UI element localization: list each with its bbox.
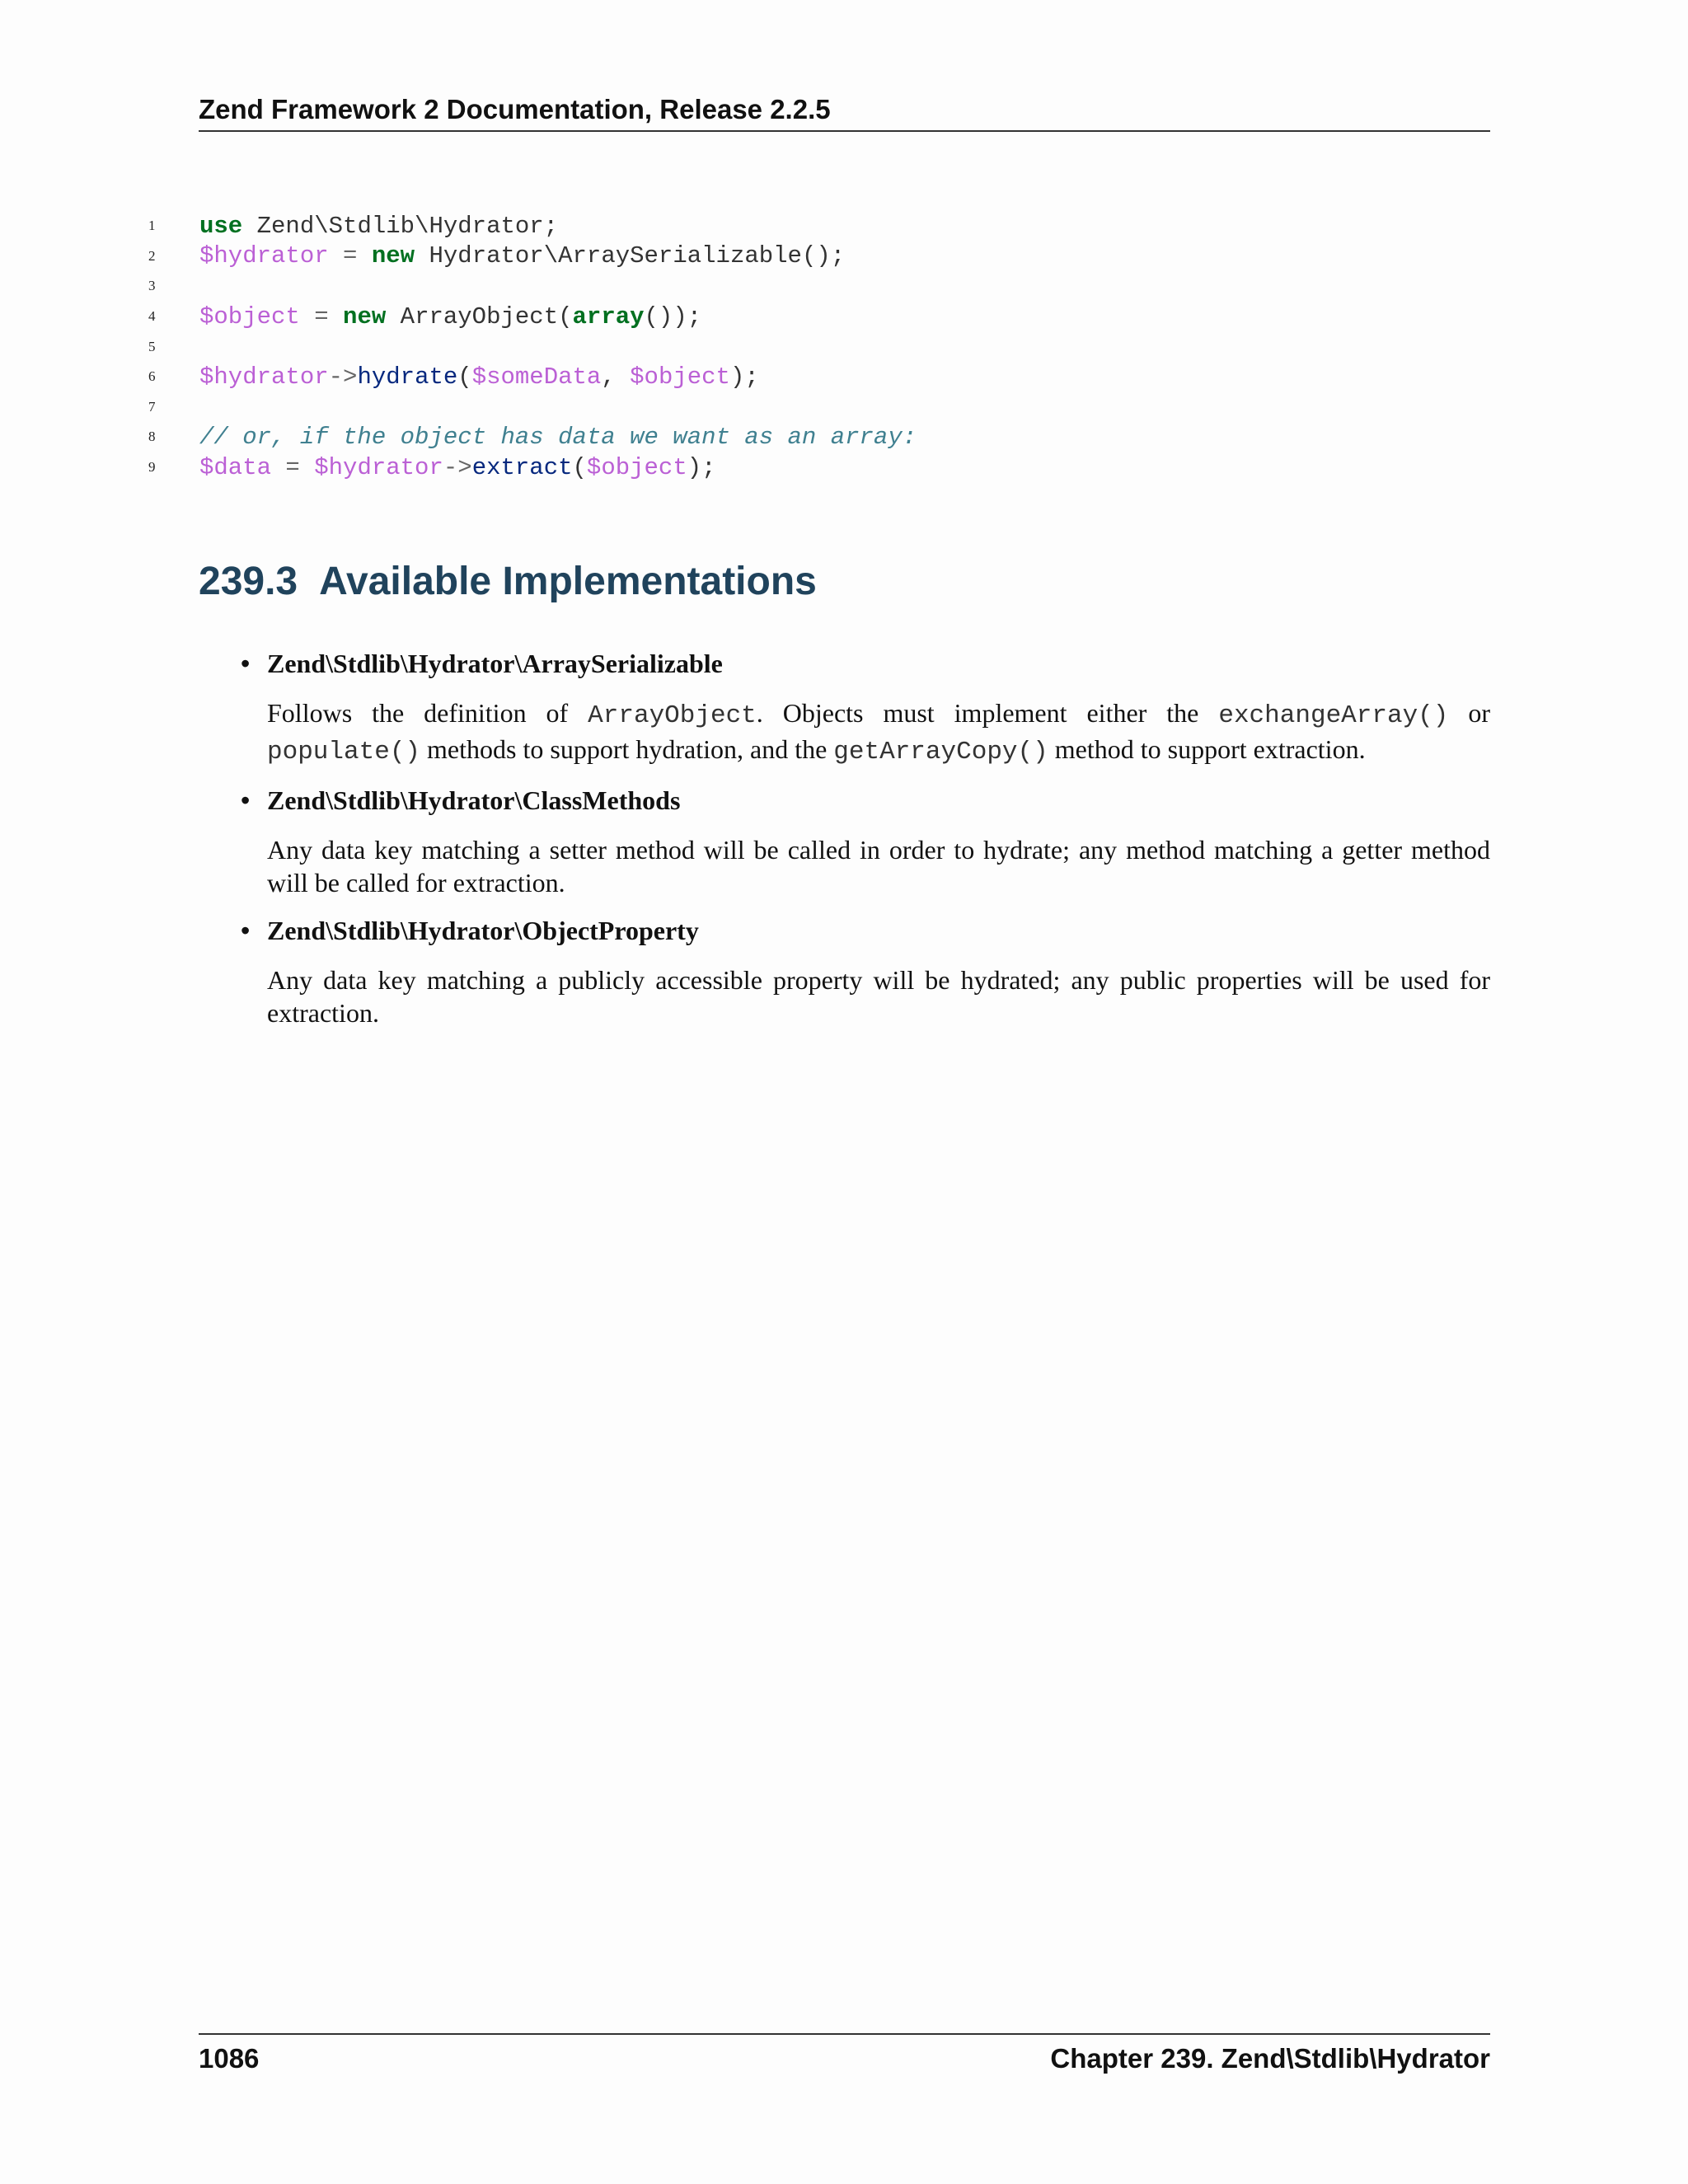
line-number: 9 (148, 459, 156, 476)
code-token: , (601, 363, 631, 391)
implementation-name: Zend\Stdlib\Hydrator\ArraySerializable (267, 649, 723, 678)
description-text: . Objects must implement either the (756, 698, 1219, 728)
keyword: use (199, 212, 243, 240)
variable: $object (586, 453, 687, 481)
bullet-icon: • (241, 916, 251, 945)
line-number: 8 (148, 429, 156, 445)
function-name: hydrate (357, 363, 458, 391)
code-line (148, 392, 1490, 423)
bullet-icon: • (241, 785, 251, 815)
implementation-name: Zend\Stdlib\Hydrator\ObjectProperty (267, 916, 699, 945)
code-line (148, 331, 1490, 362)
implementation-description: Any data key matching a setter method will be called in order to hydrate; any method matching a getter method will be called for extraction. (267, 835, 1490, 898)
line-number: 3 (148, 278, 156, 294)
code-token: ); (729, 363, 759, 391)
code-token: Zend\Stdlib\Hydrator; (242, 212, 559, 240)
running-footer (199, 2033, 1490, 2076)
code-line (148, 452, 1490, 483)
line-number: 6 (148, 368, 156, 385)
operator: -> (328, 363, 358, 391)
inline-code: exchangeArray() (1218, 701, 1449, 730)
variable: $hydrator (199, 242, 329, 270)
description-text: methods to support hydration, and the (420, 734, 834, 764)
page-number: 1086 (199, 2043, 260, 2074)
inline-code: ArrayObject (588, 701, 757, 730)
implementation-description: Any data key matching a publicly accessible property will be hydrated; any public properties will be used for extraction. (267, 965, 1490, 1028)
function-name: extract (471, 453, 573, 481)
section-heading (199, 557, 817, 607)
keyword: new (371, 242, 415, 270)
header-title: Zend Framework 2 Documentation, Release 2.2.5 (199, 94, 831, 124)
implementation-description (267, 696, 1490, 769)
variable: $object (199, 302, 300, 330)
variable: $object (630, 363, 730, 391)
line-number: 2 (148, 247, 156, 264)
code-block (148, 211, 1490, 482)
description-text: method to support extraction. (1048, 734, 1366, 764)
operator: = (299, 302, 344, 330)
code-text (199, 363, 759, 391)
chapter-title: Chapter 239. Zend\Stdlib\Hydrator (1050, 2043, 1490, 2074)
code-comment: // or, if the object has data we want as an array: (199, 423, 917, 451)
code-text (199, 424, 917, 451)
code-token: ); (687, 453, 716, 481)
list-item (199, 914, 1490, 1029)
implementation-name: Zend\Stdlib\Hydrator\ClassMethods (267, 785, 681, 815)
operator: = (271, 453, 315, 481)
code-line (148, 271, 1490, 302)
description-text: or (1448, 698, 1491, 728)
keyword: array (572, 302, 645, 330)
code-line (148, 241, 1490, 272)
code-text (199, 242, 845, 269)
variable: $hydrator (199, 363, 329, 391)
line-number: 5 (148, 338, 156, 354)
code-token: ( (457, 363, 472, 391)
operator: -> (443, 453, 472, 481)
line-number: 4 (148, 308, 156, 325)
code-token: ()); (644, 302, 702, 330)
code-token: ArrayObject( (386, 302, 573, 330)
code-token: ( (572, 453, 587, 481)
line-number: 7 (148, 398, 156, 415)
variable: $hydrator (314, 453, 443, 481)
bullet-icon: • (241, 649, 251, 678)
code-line (148, 422, 1490, 452)
implementations-list (199, 647, 1490, 1044)
line-number: 1 (148, 218, 156, 234)
code-line (148, 302, 1490, 332)
list-item (199, 647, 1490, 769)
section-number: 239.3 (199, 560, 298, 603)
operator: = (328, 242, 372, 270)
variable: $data (199, 453, 272, 481)
list-item (199, 784, 1490, 899)
code-token: Hydrator\ArraySerializable(); (415, 242, 846, 270)
code-line (148, 362, 1490, 392)
description-text: Follows the definition of (267, 698, 588, 728)
code-text (199, 303, 701, 330)
inline-code: getArrayCopy() (833, 738, 1048, 766)
running-header (199, 92, 1490, 132)
section-title-text: Available Implementations (319, 560, 817, 603)
keyword: new (343, 302, 387, 330)
inline-code: populate() (267, 738, 421, 766)
code-text (199, 213, 558, 240)
code-line (148, 211, 1490, 241)
code-text (199, 454, 716, 481)
variable: $someData (471, 363, 602, 391)
